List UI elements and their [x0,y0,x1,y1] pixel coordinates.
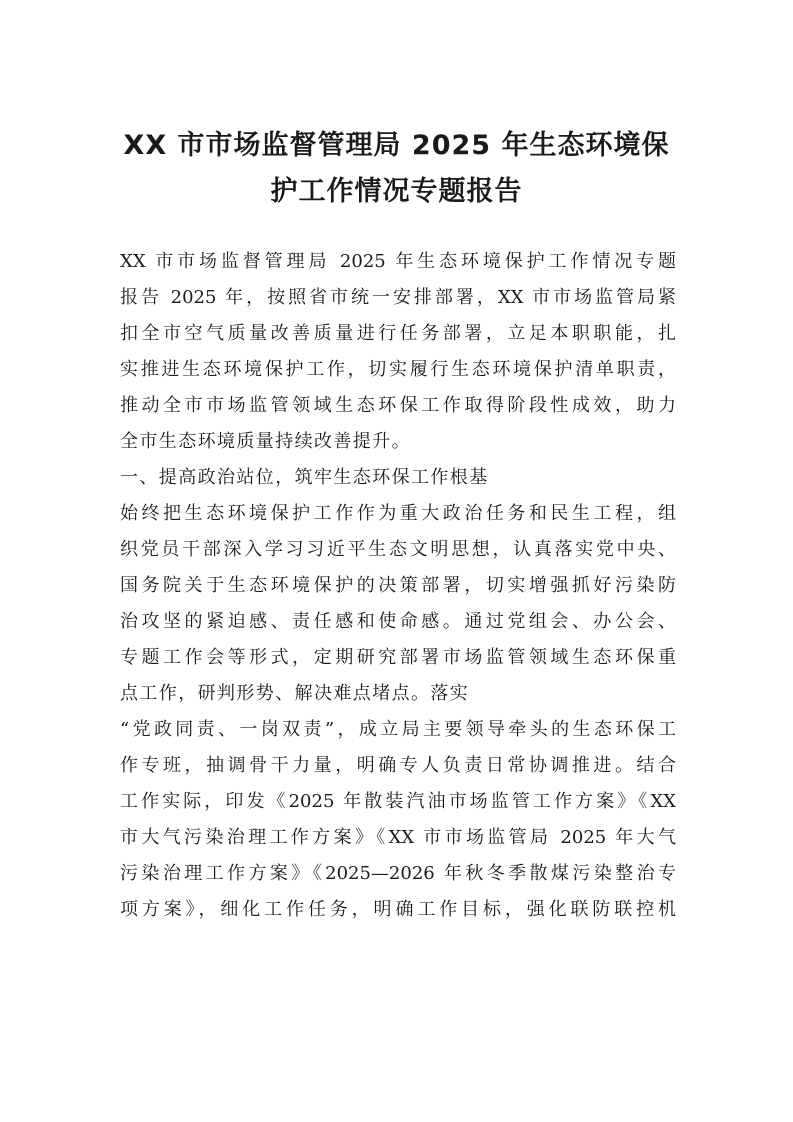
body-line: 市大气污染治理工作方案》《XX 市市场监管局 2025 年大气 [120,827,676,848]
body-line: 专题工作会等形式，定期研究部署市场监管领域生态环保重 [120,647,676,668]
body-line: 始终把生态环境保护工作作为重大政治任务和民生工程，组 [120,503,676,524]
body-line: 点工作，研判形势、解决难点堵点。落实 [120,683,470,704]
body-line: 治攻坚的紧迫感、责任感和使命感。通过党组会、办公会、 [120,611,676,632]
body-line: 实推进生态环境保护工作，切实履行生态环境保护清单职责， [120,359,676,380]
body-line: 织党员干部深入学习习近平生态文明思想，认真落实党中央、 [120,539,676,560]
body-line: XX 市市场监督管理局 2025 年生态环境保护工作情况专题 [120,251,676,272]
document-title-line-1: XX 市市场监督管理局 2025 年生态环境保 [123,130,670,161]
section-heading: 一、提高政治站位，筑牢生态环保工作根基 [120,467,489,488]
body-line: 推动全市市场监管领域生态环保工作取得阶段性成效，助力 [120,395,676,416]
body-line: 全市生态环境质量持续改善提升。 [120,431,411,452]
body-line: 扣全市空气质量改善质量进行任务部署，立足本职职能，扎 [120,323,676,344]
body-line: 工作实际，印发《2025 年散装汽油市场监管工作方案》《XX [120,791,676,812]
body-line: 项方案》，细化工作任务，明确工作目标，强化联防联控机 [120,899,676,920]
document-title-line-2: 护工作情况专题报告 [270,176,523,207]
body-line: 作专班，抽调骨干力量，明确专人负责日常协调推进。结合 [120,755,676,776]
body-line: 国务院关于生态环境保护的决策部署，切实增强抓好污染防 [120,575,676,596]
body-line: 污染治理工作方案》《2025—2026 年秋冬季散煤污染整治专 [120,863,676,884]
body-line: 报告 2025 年，按照省市统一安排部署，XX 市市场监管局紧 [120,287,676,308]
body-line: “党政同责、一岗双责”，成立局主要领导牵头的生态环保工 [120,719,676,740]
